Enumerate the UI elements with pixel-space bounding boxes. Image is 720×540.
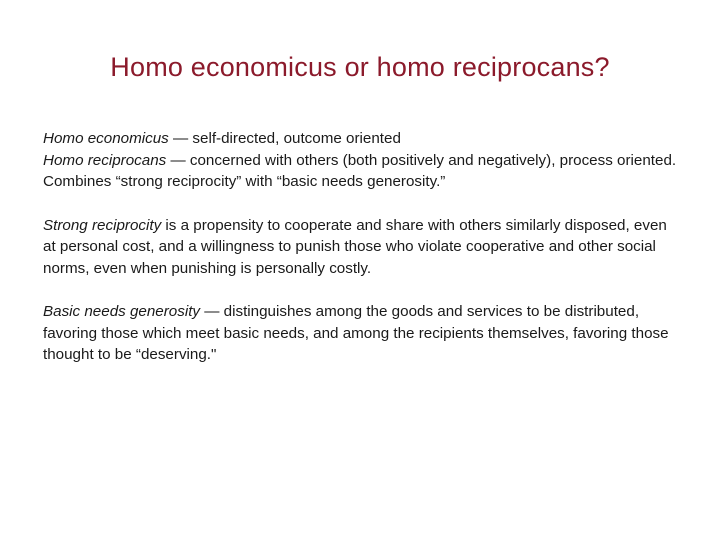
term-basic-needs-generosity: Basic needs generosity [43,303,201,320]
term-homo-reciprocans: Homo reciprocans [43,151,167,169]
paragraph-basic-needs-generosity [43,301,683,366]
term-homo-economicus: Homo economicus [43,130,169,147]
term-strong-reciprocity: Strong reciprocity [43,216,162,234]
definition-homo-reciprocans: — concerned with others (both positively and negatively), process oriented. Combines “strong reciprocity” with “basic needs generosity.” [43,151,677,190]
definition-strong-reciprocity: is a propensity to cooperate and share with others similarly disposed, even at personal cost, and a willingness to punish those who violate cooperative and other social norms, even when punishing is personally costly. [43,216,667,277]
slide-body [43,128,683,366]
paragraph-strong-reciprocity [43,215,683,280]
paragraph-homo-reciprocans [43,150,683,193]
definition-homo-economicus: — self-directed, outcome oriented [168,130,401,147]
spacer [43,279,683,301]
slide-title: Homo economicus or homo reciprocans? [110,52,610,82]
paragraph-homo-economicus [43,128,683,150]
definition-basic-needs-generosity: — distinguishes among the goods and services to be distributed, favoring those which meet basic needs, and among the recipients themselves, favoring those thought to be “deserving." [43,303,669,363]
spacer [43,193,683,215]
